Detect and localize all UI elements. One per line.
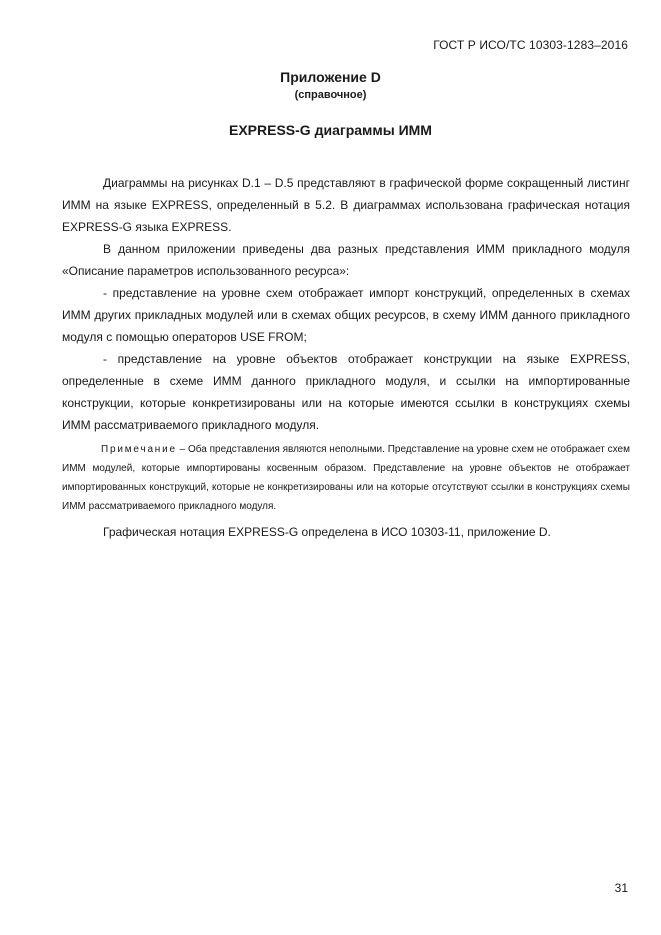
paragraph-intro: Диаграммы на рисунках D.1 – D.5 представляют в графической форме сокращенный листинг ИММ на языке EXPRESS, определенный в 5.2. В диаграммах использована графическая нотация EXPRESS-G языка EXPRESS. bbox=[62, 176, 630, 234]
paragraph-representations: В данном приложении приведены два разных представления ИММ прикладного модуля «Описание параметров использованного ресурса»: bbox=[62, 242, 630, 278]
paragraph-object-level: - представление на уровне объектов отображает конструкции на языке EXPRESS, определенные в схеме ИММ данного прикладного модуля, и ссылки на импортированные конструкции, которые конкретизированы или на которые имеются ссылки в конструкциях схемы ИММ рассматриваемого прикладного модуля. bbox=[62, 352, 630, 432]
note-label: Примечание bbox=[101, 444, 177, 455]
annex-title: Приложение D bbox=[280, 69, 381, 85]
paragraph-schema-level: - представление на уровне схем отображает импорт конструкций, определенных в схемах ИММ других прикладных модулей или в схемах общих ресурсов, в схему ИММ данного прикладного модуля с помощью операторов USE FROM; bbox=[62, 286, 630, 344]
paragraph-notation-reference: Графическая нотация EXPRESS-G определена в ИСО 10303-11, приложение D. bbox=[103, 525, 551, 539]
standard-designation: ГОСТ Р ИСО/ТС 10303-1283–2016 bbox=[433, 38, 628, 52]
note-block bbox=[62, 440, 630, 516]
section-title: EXPRESS-G диаграммы ИММ bbox=[229, 122, 432, 138]
annex-subtitle: (справочное) bbox=[294, 89, 367, 101]
body-text bbox=[62, 172, 630, 543]
note-text: Оба представления являются неполными. Представление на уровне схем не отображает схем ИММ модулей, которые импортированы косвенным образом. Представление на уровне объектов не отображает импортированных конструкций, которые не конкретизированы или на которые отсутствуют ссылки в конструкциях схемы ИММ рассматриваемого прикладного модуля. bbox=[62, 444, 630, 512]
note-dash: – bbox=[176, 444, 189, 455]
page-number: 31 bbox=[614, 881, 628, 895]
